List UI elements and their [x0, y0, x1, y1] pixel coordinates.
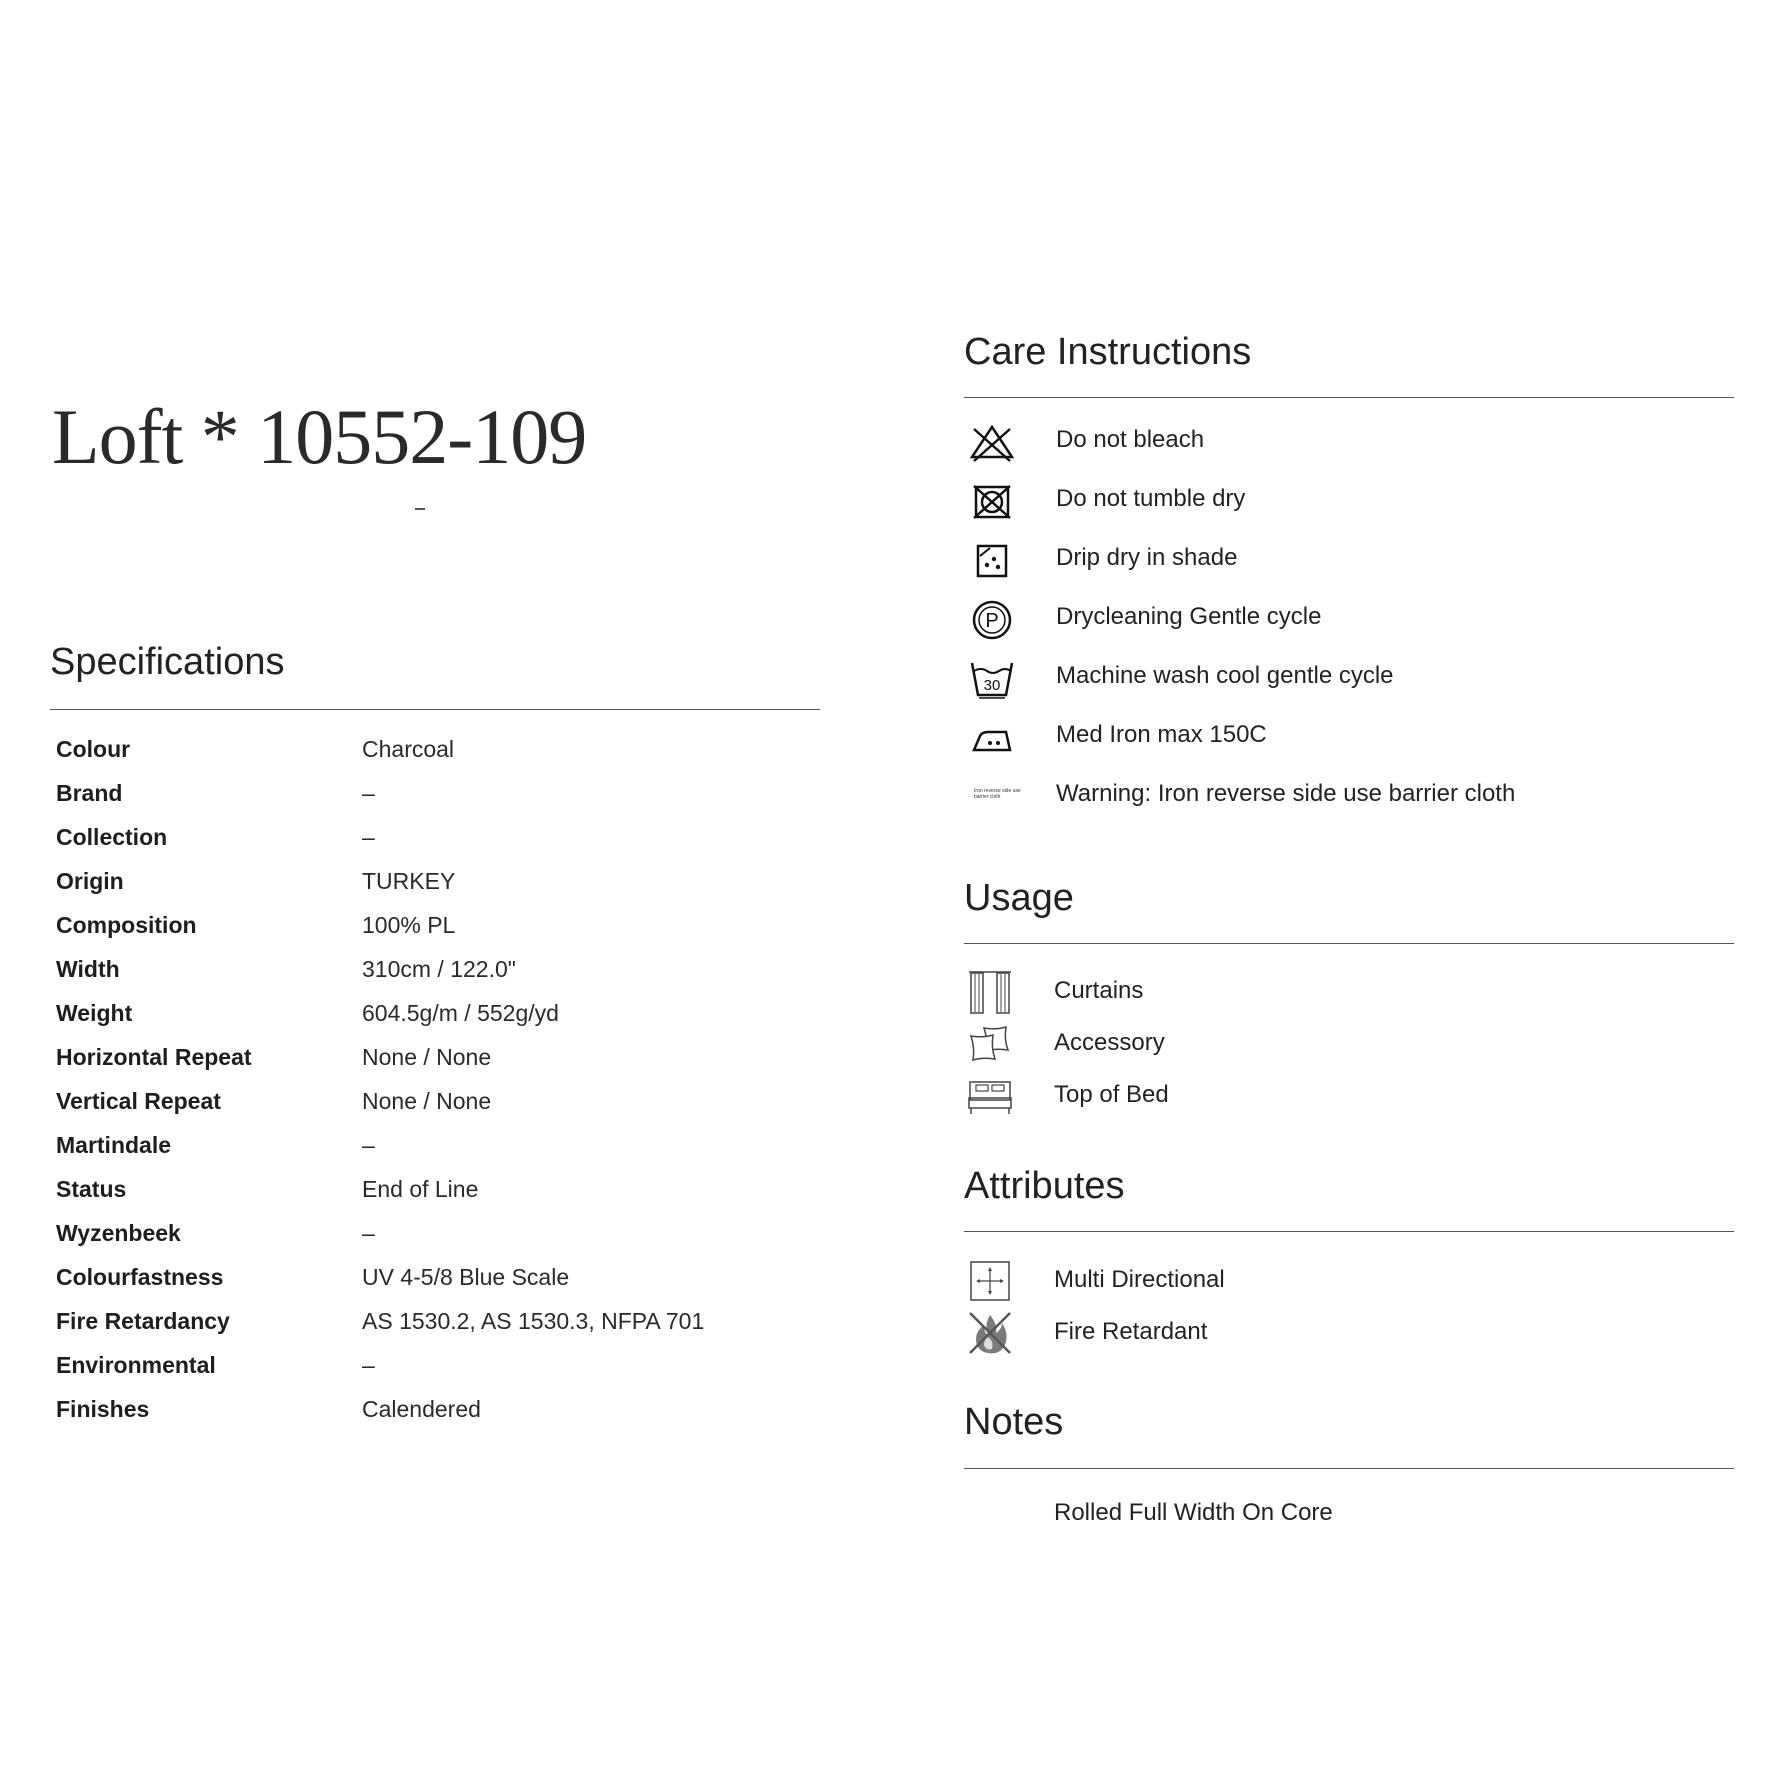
spec-label: Collection — [56, 824, 168, 850]
icon-mini-text: Iron reverse side use barrier cloth — [974, 788, 1021, 800]
spec-row-colourfastness — [56, 1259, 776, 1303]
care-item — [964, 477, 1734, 536]
specifications-divider — [50, 709, 820, 710]
care-instructions-divider — [964, 397, 1734, 398]
spec-label: Weight — [56, 1000, 133, 1026]
spec-row-fire-retardancy — [56, 1303, 776, 1347]
spec-label: Fire Retardancy — [56, 1308, 230, 1334]
usage-heading: Usage — [964, 877, 1074, 919]
spec-row-brand — [56, 775, 776, 819]
spec-row-environmental — [56, 1347, 776, 1391]
attribute-item — [964, 1307, 1734, 1359]
attribute-text: Fire Retardant — [1054, 1318, 1208, 1345]
spec-value: – — [362, 1220, 375, 1246]
spec-row-martindale — [56, 1127, 776, 1171]
title-underline-mark — [415, 508, 425, 510]
bed-icon — [966, 1072, 1014, 1120]
spec-label: Wyzenbeek — [56, 1220, 181, 1246]
spec-label: Origin — [56, 868, 124, 894]
care-item — [964, 772, 1734, 831]
specifications-heading: Specifications — [50, 641, 285, 683]
spec-label: Horizontal Repeat — [56, 1044, 252, 1070]
care-item — [964, 713, 1734, 772]
usage-text: Top of Bed — [1054, 1081, 1169, 1108]
attribute-text: Multi Directional — [1054, 1266, 1225, 1293]
spec-label: Status — [56, 1176, 127, 1202]
accessory-cushions-icon — [966, 1020, 1014, 1068]
care-text: Machine wash cool gentle cycle — [1056, 662, 1394, 689]
usage-list — [964, 966, 1734, 1122]
usage-item — [964, 1070, 1734, 1122]
spec-value: 310cm / 122.0" — [362, 956, 516, 982]
do-not-tumble-dry-icon — [968, 482, 1016, 522]
care-item — [964, 595, 1734, 654]
spec-row-vertical-repeat — [56, 1083, 776, 1127]
attributes-divider — [964, 1231, 1734, 1232]
fire-retardant-icon — [966, 1309, 1014, 1357]
dryclean-p-icon — [968, 600, 1016, 640]
spec-row-status — [56, 1171, 776, 1215]
iron-reverse-label-icon — [968, 777, 1021, 817]
spec-label: Width — [56, 956, 120, 982]
spec-row-collection — [56, 819, 776, 863]
spec-label: Martindale — [56, 1132, 172, 1158]
attributes-heading: Attributes — [964, 1165, 1125, 1207]
care-instructions-heading: Care Instructions — [964, 331, 1252, 373]
spec-label: Composition — [56, 912, 197, 938]
iron-medium-icon — [968, 718, 1016, 758]
product-title: Loft * 10552-109 — [52, 393, 587, 480]
spec-value: AS 1530.2, AS 1530.3, NFPA 701 — [362, 1308, 705, 1334]
care-item — [964, 418, 1734, 477]
do-not-bleach-icon — [968, 423, 1016, 463]
spec-value: None / None — [362, 1044, 492, 1070]
spec-label: Colour — [56, 736, 131, 762]
spec-value: UV 4-5/8 Blue Scale — [362, 1264, 570, 1290]
care-text: Drycleaning Gentle cycle — [1056, 603, 1322, 630]
svg-text:30: 30 — [983, 677, 1001, 694]
usage-divider — [964, 943, 1734, 944]
care-text: Drip dry in shade — [1056, 544, 1238, 571]
drip-dry-shade-icon — [968, 541, 1016, 581]
spec-value: – — [362, 824, 375, 850]
usage-item — [964, 966, 1734, 1018]
spec-value: 100% PL — [362, 912, 456, 938]
spec-row-weight — [56, 995, 776, 1039]
spec-value: – — [362, 1132, 375, 1158]
spec-row-origin — [56, 863, 776, 907]
spec-row-horizontal-repeat — [56, 1039, 776, 1083]
care-item — [964, 536, 1734, 595]
care-text: Med Iron max 150C — [1056, 721, 1267, 748]
spec-value: – — [362, 1352, 375, 1378]
spec-value: Calendered — [362, 1396, 481, 1422]
spec-label: Vertical Repeat — [56, 1088, 221, 1114]
care-item — [964, 654, 1734, 713]
usage-item — [964, 1018, 1734, 1070]
notes-divider — [964, 1468, 1734, 1469]
spec-label: Brand — [56, 780, 123, 806]
note-text: Rolled Full Width On Core — [1054, 1499, 1333, 1526]
care-text: Do not bleach — [1056, 426, 1205, 453]
spec-label: Colourfastness — [56, 1264, 224, 1290]
care-instructions-list — [964, 418, 1734, 831]
svg-text:P: P — [985, 610, 999, 632]
care-text: Do not tumble dry — [1056, 485, 1246, 512]
spec-row-colour — [56, 731, 776, 775]
multi-directional-icon — [966, 1257, 1014, 1305]
notes-heading: Notes — [964, 1401, 1064, 1443]
wash-30-icon — [968, 659, 1016, 699]
attribute-item — [964, 1255, 1734, 1307]
spec-value: None / None — [362, 1088, 492, 1114]
usage-text: Curtains — [1054, 977, 1144, 1004]
spec-value: TURKEY — [362, 868, 456, 894]
spec-label: Finishes — [56, 1396, 150, 1422]
spec-value: 604.5g/m / 552g/yd — [362, 1000, 559, 1026]
spec-value: Charcoal — [362, 736, 455, 762]
spec-row-composition — [56, 907, 776, 951]
spec-value: End of Line — [362, 1176, 479, 1202]
care-text: Warning: Iron reverse side use barrier cloth — [1056, 780, 1516, 807]
specifications-table — [56, 731, 776, 1435]
curtains-icon — [966, 968, 1014, 1016]
spec-row-width — [56, 951, 776, 995]
attributes-list — [964, 1255, 1734, 1359]
usage-text: Accessory — [1054, 1029, 1165, 1056]
spec-row-finishes — [56, 1391, 776, 1435]
spec-row-wyzenbeek — [56, 1215, 776, 1259]
spec-label: Environmental — [56, 1352, 216, 1378]
spec-value: – — [362, 780, 375, 806]
